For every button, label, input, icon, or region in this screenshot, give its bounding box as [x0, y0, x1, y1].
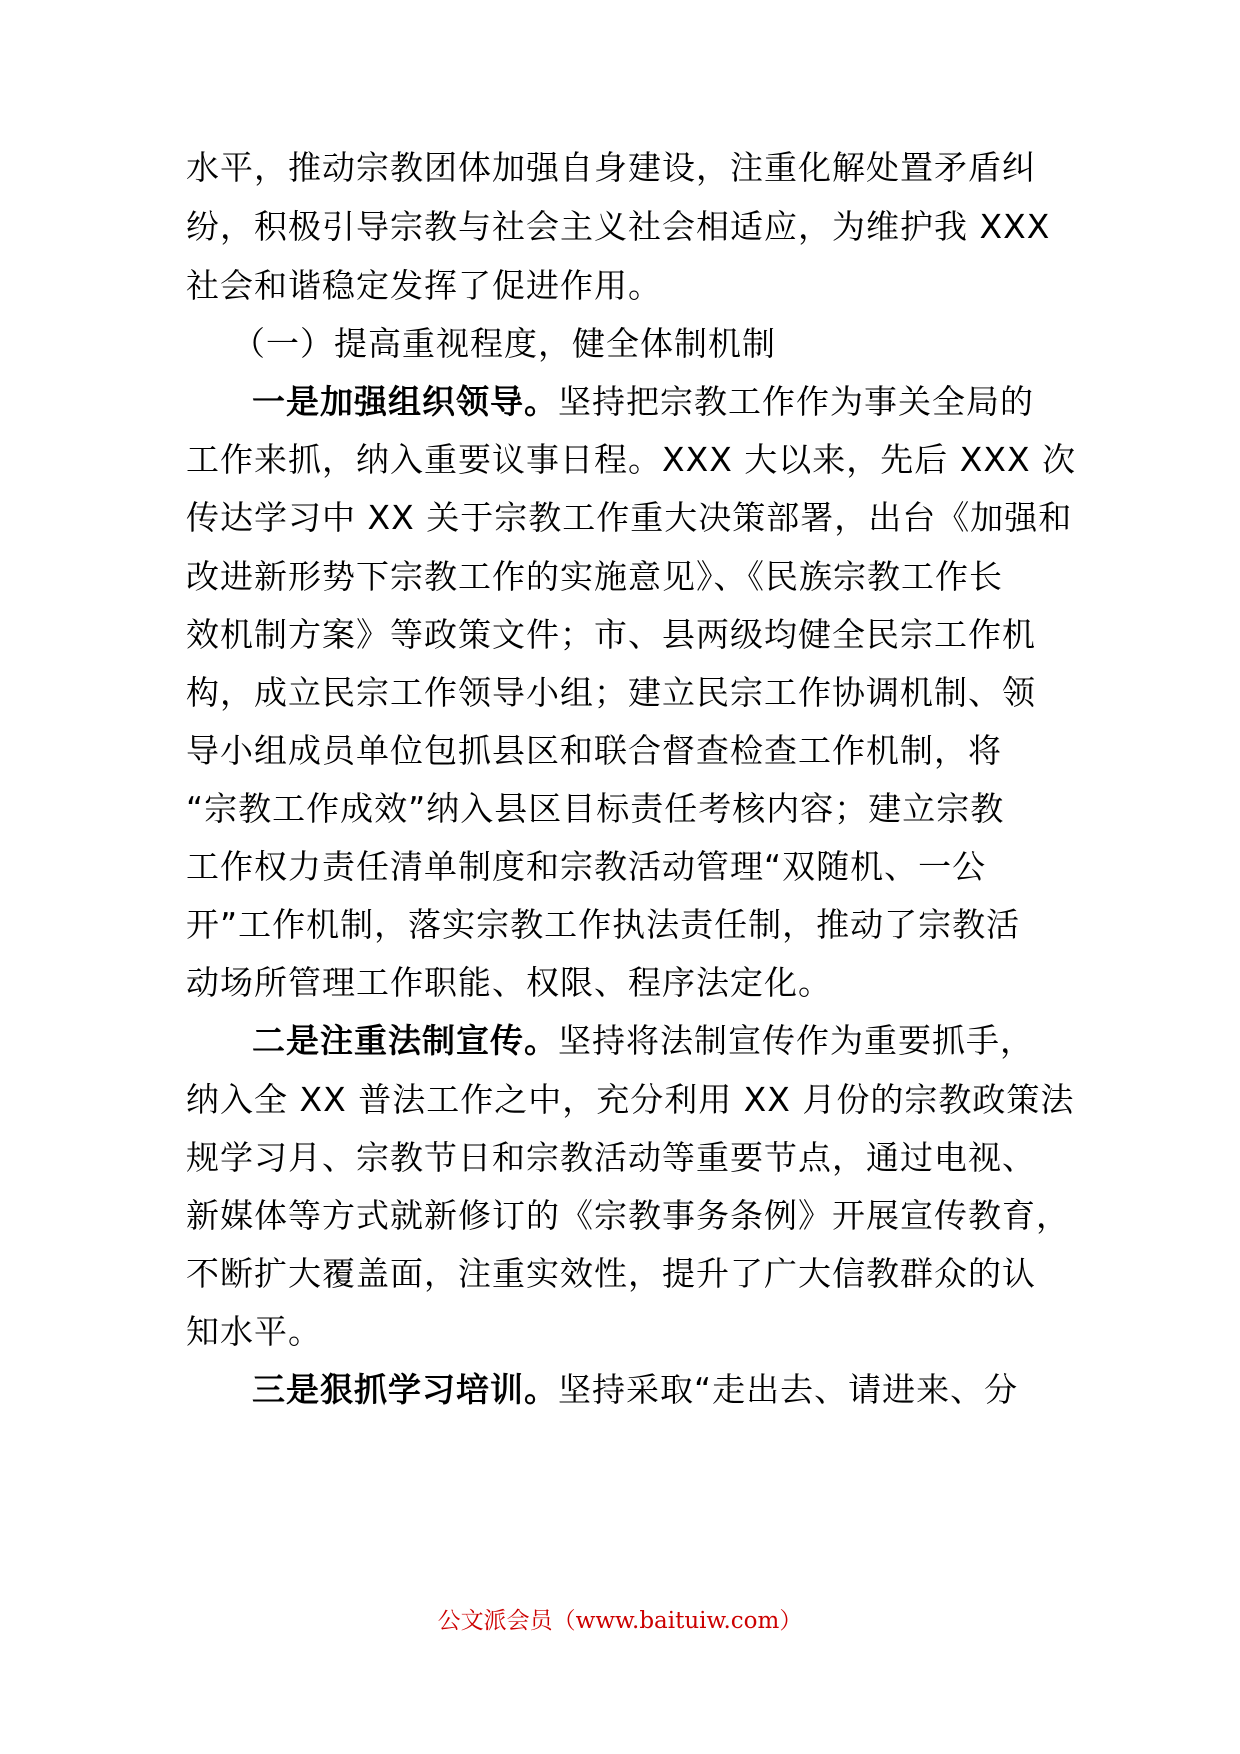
body-line: 社会和谐稳定发挥了促进作用。	[186, 266, 662, 305]
section-heading: （一）提高重视程度，健全体制机制	[232, 324, 776, 363]
body-line: 纳入全 XX 普法工作之中，充分利用 XX 月份的宗教政策法	[186, 1080, 1075, 1119]
body-line: 工作来抓，纳入重要议事日程。XXX 大以来，先后 XXX 次	[186, 440, 1077, 479]
body-line: 导小组成员单位包抓县区和联合督查检查工作机制，将	[186, 731, 1002, 770]
body-line: 新媒体等方式就新修订的《宗教事务条例》开展宣传教育，	[186, 1196, 1070, 1235]
body-line: 改进新形势下宗教工作的实施意见》、《民族宗教工作长	[186, 557, 1003, 596]
body-line: 构，成立民宗工作领导小组；建立民宗工作协调机制、领	[186, 673, 1036, 712]
body-line: 效机制方案》等政策文件；市、县两级均健全民宗工作机	[186, 615, 1036, 654]
body-line: “宗教工作成效”纳入县区目标责任考核内容；建立宗教	[186, 789, 1005, 828]
paragraph-first-line	[252, 382, 1034, 422]
paragraph-lead: 二是注重法制宣传。	[252, 1021, 558, 1060]
body-line: 传达学习中 XX 关于宗教工作重大决策部署，出台《加强和	[186, 498, 1073, 537]
paragraph-text: 坚持采取“走出去、请进来、分	[558, 1370, 1019, 1409]
body-line: 工作权力责任清单制度和宗教活动管理“双随机、一公	[186, 847, 987, 886]
paragraph-first-line	[252, 1021, 1034, 1061]
paragraph-lead: 一是加强组织领导。	[252, 382, 558, 421]
paragraph-lead: 三是狠抓学习培训。	[252, 1370, 558, 1409]
paragraph-text: 坚持将法制宣传作为重要抓手，	[558, 1021, 1034, 1060]
body-line: 动场所管理工作职能、权限、程序法定化。	[186, 963, 832, 1002]
body-line: 开”工作机制，落实宗教工作执法责任制，推动了宗教活	[186, 905, 1021, 944]
body-line: 规学习月、宗教节日和宗教活动等重要节点，通过电视、	[186, 1138, 1036, 1177]
paragraph-first-line	[252, 1370, 1018, 1410]
footer-watermark: 公文派会员（www.baituiw.com）	[437, 1608, 803, 1634]
body-line: 知水平。	[186, 1312, 322, 1351]
body-line: 水平，推动宗教团体加强自身建设，注重化解处置矛盾纠	[186, 148, 1036, 187]
body-line: 不断扩大覆盖面，注重实效性，提升了广大信教群众的认	[186, 1254, 1036, 1293]
body-line: 纷，积极引导宗教与社会主义社会相适应，为维护我 XXX	[186, 207, 1051, 246]
paragraph-text: 坚持把宗教工作作为事关全局的	[558, 382, 1034, 421]
